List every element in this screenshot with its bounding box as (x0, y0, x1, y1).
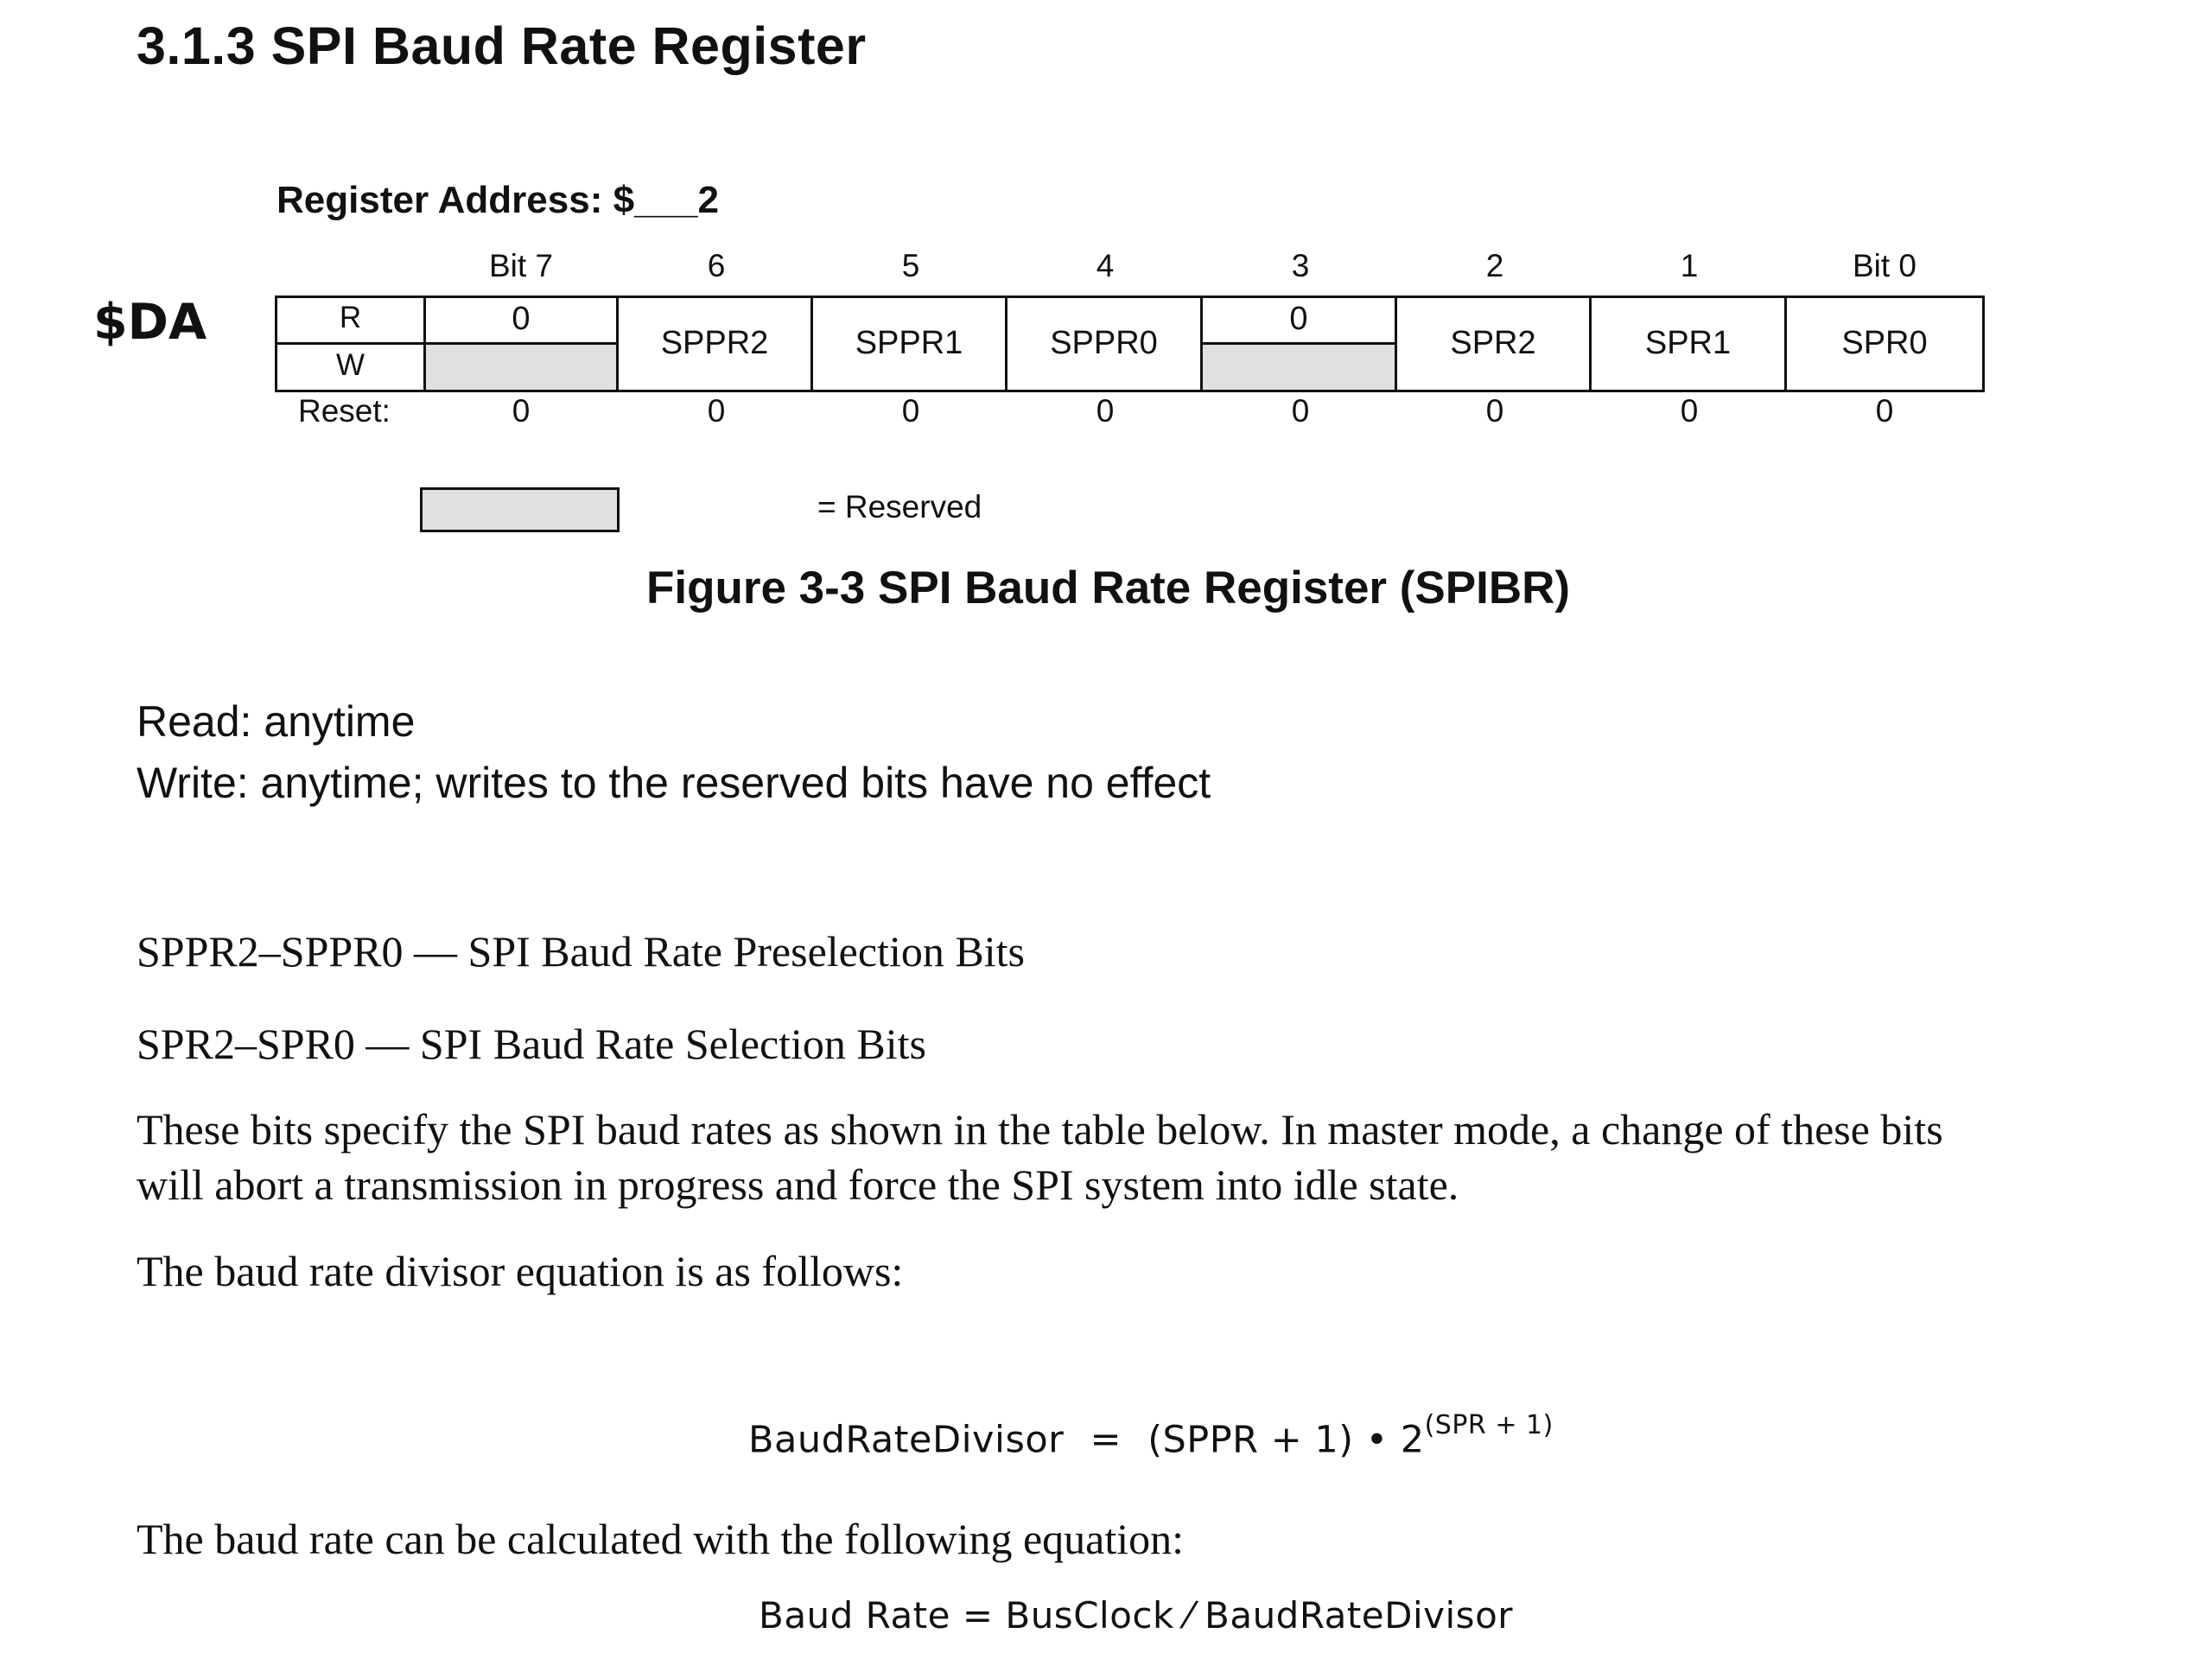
write-row-label: W (335, 348, 365, 382)
field-spr2: SPR2 (1450, 325, 1536, 361)
access-read: Read: anytime (137, 697, 416, 746)
field-sppr1: SPPR1 (855, 325, 963, 361)
bit-number-1: 1 (1680, 248, 1699, 283)
divisor-equation (748, 1410, 1554, 1462)
bit7-rw-divider (426, 342, 616, 345)
paragraph-line-1: These bits specify the SPI baud rates as shown in the table below. In master mode, a change of these bits (137, 1105, 1943, 1154)
baud-intro: The baud rate can be calculated with the following equation: (137, 1515, 1185, 1563)
reset-value-bit1: 0 (1680, 393, 1699, 429)
reserved-legend-text: = Reserved (817, 489, 982, 524)
register-offset-label: $DA (93, 294, 207, 351)
reset-value-bit6: 0 (707, 393, 726, 429)
field-sppr2: SPPR2 (660, 325, 769, 361)
bit7-reserved-fill (426, 345, 616, 390)
bit3-reserved-fill (1203, 345, 1395, 390)
field-spr0: SPR0 (1841, 325, 1928, 361)
bit3-rw-divider (1203, 342, 1395, 345)
rw-divider (277, 342, 423, 345)
divisor-equation-equals: = (1090, 1418, 1122, 1462)
bit-number-7: Bit 7 (488, 248, 554, 283)
bit7-read-value: 0 (512, 301, 531, 337)
figure-caption: Figure 3-3 SPI Baud Rate Register (SPIBR) (646, 563, 1571, 613)
paragraph-line-2: will abort a transmission in progress and force the SPI system into idle state. (137, 1160, 1459, 1209)
reset-value-bit5: 0 (901, 393, 920, 429)
bit-number-0: Bit 0 (1852, 248, 1917, 283)
bit-number-6: 6 (707, 248, 726, 283)
bit-number-4: 4 (1096, 248, 1115, 283)
field-description-sppr: SPPR2–SPPR0 — SPI Baud Rate Preselection Bits (137, 927, 1025, 976)
divisor-equation-rhs: (SPPR + 1) • 2 (1147, 1418, 1425, 1462)
baud-equation: Baud Rate = BusClock ⁄ BaudRateDivisor (759, 1594, 1514, 1637)
reset-value-bit4: 0 (1096, 393, 1115, 429)
bit3-read-value: 0 (1289, 301, 1308, 337)
access-write: Write: anytime; writes to the reserved bits have no effect (137, 759, 1211, 807)
divisor-equation-lhs: BaudRateDivisor (748, 1418, 1065, 1462)
bit-number-5: 5 (901, 248, 920, 283)
field-sppr0: SPPR0 (1050, 325, 1158, 361)
bit-number-3: 3 (1291, 248, 1310, 283)
reset-value-bit7: 0 (512, 393, 531, 429)
register-address: Register Address: $___2 (276, 179, 719, 221)
read-row-label: R (339, 301, 362, 334)
reset-value-bit0: 0 (1875, 393, 1894, 429)
bit-number-2: 2 (1485, 248, 1504, 283)
reset-value-bit3: 0 (1291, 393, 1310, 429)
reset-value-bit2: 0 (1485, 393, 1504, 429)
divisor-equation-exponent: (SPR + 1) (1424, 1410, 1554, 1440)
section-heading: 3.1.3 SPI Baud Rate Register (137, 16, 867, 75)
reserved-legend-swatch (420, 487, 620, 532)
reset-row-label: Reset: (298, 393, 391, 429)
field-spr1: SPR1 (1644, 325, 1732, 361)
field-description-spr: SPR2–SPR0 — SPI Baud Rate Selection Bits (137, 1020, 927, 1068)
divisor-intro: The baud rate divisor equation is as follows: (137, 1247, 904, 1295)
